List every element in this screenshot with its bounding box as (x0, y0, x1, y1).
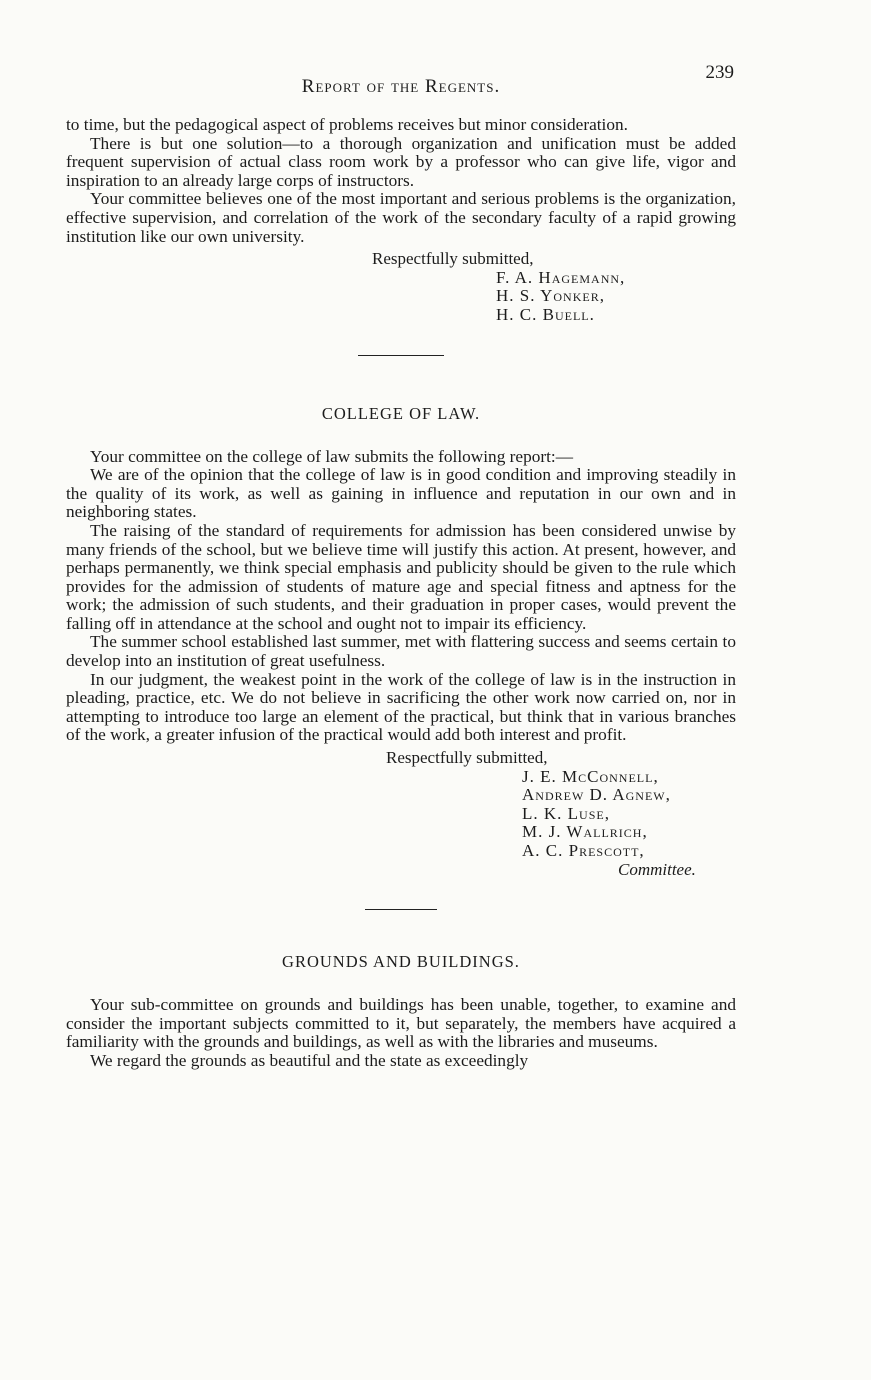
paragraph: In our judgment, the weakest point in the work of the college of law is in the instruction in pleading, practice, etc. We do not believe in sacrificing the other work now carried on, nor in attempting to introduce too large an element of the practical, but think that in various branches of the work, a greater infusion of the practical would add both interest and profit. (66, 669, 736, 745)
page-header (66, 58, 736, 98)
signoff: Respectfully submitted, (386, 748, 548, 768)
signer-role: Committee. (618, 859, 696, 879)
running-title: Report of the Regents. (301, 76, 501, 97)
signature-block (66, 749, 736, 879)
signer: H. C. Buell. (496, 304, 595, 324)
grounds-section (66, 952, 736, 1070)
paragraph: Your committee believes one of the most important and serious problems is the organization, effective supervision, and correlation of the work of the secondary faculty of a rapid growing institution like our own university. (66, 189, 736, 246)
signer: J. E. McConnell, (522, 766, 659, 786)
signature-block (66, 250, 736, 324)
paragraph: to time, but the pedagogical aspect of problems receives but minor consideration. (66, 115, 628, 134)
law-section (66, 404, 736, 880)
signoff: Respectfully submitted, (372, 249, 534, 269)
signer: Andrew D. Agnew, (522, 785, 671, 805)
paragraph: The summer school established last summer, met with flattering success and seems certain to develop into an institution of great usefulness. (66, 632, 736, 671)
signer: L. K. Luse, (522, 803, 610, 823)
intro-section (66, 116, 736, 325)
signer: A. C. Prescott, (522, 841, 645, 860)
paragraph: Your sub-committee on grounds and buildings has been unable, together, to examine and consider the important subjects committed to it, but separately, the members have acquired a familiarity with the grounds and buildings, as well as with the libraries and museums. (66, 995, 736, 1052)
paragraph: We are of the opinion that the college of law is in good condition and improving steadily in the quality of its work, as well as gaining in influence and reputation in our own and in neighboring states. (66, 465, 736, 522)
page-number: 239 (705, 62, 734, 83)
paragraph: The raising of the standard of requirements for admission has been considered unwise by many friends of the school, but we believe time will justify this action. At present, however, and perhaps permanently, we think special emphasis and publicity should be given to the rule which provides for the admission of students of mature age and special fitness and aptness for the work; the admission of such students, and their graduation in proper cases, would prevent the falling off in attendance at the school and ought not to impair its efficiency. (66, 520, 736, 633)
section-title: GROUNDS AND BUILDINGS. (282, 952, 520, 972)
document-page (66, 58, 736, 1071)
section-divider (365, 909, 437, 910)
signer: F. A. Hagemann, (496, 267, 626, 287)
section-divider (358, 355, 444, 356)
paragraph: There is but one solution—to a thorough organization and unification must be added frequent supervision of actual class room work by a professor who can give life, vigor and inspiration to an already large corps of instructors. (66, 133, 736, 190)
signer: M. J. Wallrich, (522, 822, 648, 842)
section-title: COLLEGE OF LAW. (321, 403, 481, 423)
signer: H. S. Yonker, (496, 286, 605, 306)
paragraph: We regard the grounds as beautiful and the state as exceedingly (90, 1050, 529, 1070)
paragraph: Your committee on the college of law submits the following report:— (90, 446, 573, 466)
